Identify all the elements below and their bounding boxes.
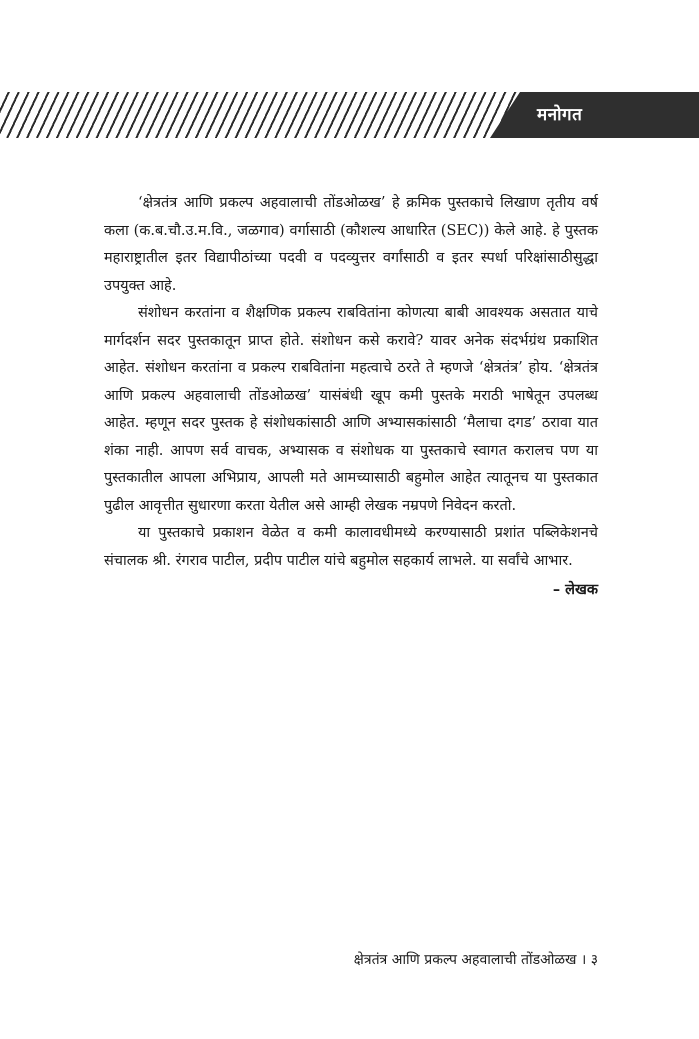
running-title: क्षेत्रतंत्र आणि प्रकल्प अहवालाची तोंडओळख <box>353 952 577 968</box>
body-text <box>104 190 598 605</box>
author-signature: – लेखक <box>552 582 598 598</box>
header-band <box>0 92 699 138</box>
paragraph-2: संशोधन करतांना व शैक्षणिक प्रकल्प राबवितांना कोणत्या बाबी आवश्यक असतात याचे मार्गदर्शन सदर पुस्तकातून प्राप्त होते. संशोधन कसे करावे? यावर अनेक संदर्भग्रंथ प्रकाशित आहेत. संशोधन करतांना व प्रकल्प राबवितांना महत्वाचे ठरते ते म्हणजे ‘क्षेत्रतंत्र’ होय. ‘क्षेत्रतंत्र आणि प्रकल्प अहवालाची तोंडओळख’ यासंबंधी खूप कमी पुस्तके मराठी भाषेतून उपलब्ध आहेत. म्हणून सदर पुस्तक हे संशोधकांसाठी आणि अभ्यासकांसाठी ‘मैलाचा दगड’ ठरावा यात शंका नाही. आपण सर्व वाचक, अभ्यासक व संशोधक या पुस्तकाचे स्वागत करालच पण या पुस्तकातील आपला अभिप्राय, आपली मते आमच्यासाठी बहुमोल आहेत त्यातूनच या पुस्तकात पुढील आवृत्तीत सुधारणा करता येतील असे आम्ही लेखक नम्रपणे निवेदन करतो. <box>104 305 598 514</box>
decorative-stripes <box>0 92 520 138</box>
paragraph-1: ‘क्षेत्रतंत्र आणि प्रकल्प अहवालाची तोंडओळख’ हे क्रमिक पुस्तकाचे लिखाण तृतीय वर्ष कला (क.ब.चौ.उ.म.वि., जळगाव) वर्गासाठी (कौशल्य आधारित (SEC)) केले आहे. हे पुस्तक महाराष्ट्रातील इतर विद्यापीठांच्या पदवी व पदव्युत्तर वर्गांसाठी व इतर स्पर्धा परिक्षांसाठीसुद्धा उपयुक्त आहे. <box>104 195 598 294</box>
paragraph-3: या पुस्तकाचे प्रकाशन वेळेत व कमी कालावधीमध्ये करण्यासाठी प्रशांत पब्लिकेशनचे संचालक श्री. रंगराव पाटील, प्रदीप पाटील यांचे बहुमोल सहकार्य लाभले. या सर्वांचे आभार. <box>104 525 598 569</box>
section-tab <box>490 92 699 138</box>
page-footer <box>354 950 598 969</box>
page-number: । ३ <box>580 952 598 968</box>
section-title: मनोगत <box>537 105 583 125</box>
